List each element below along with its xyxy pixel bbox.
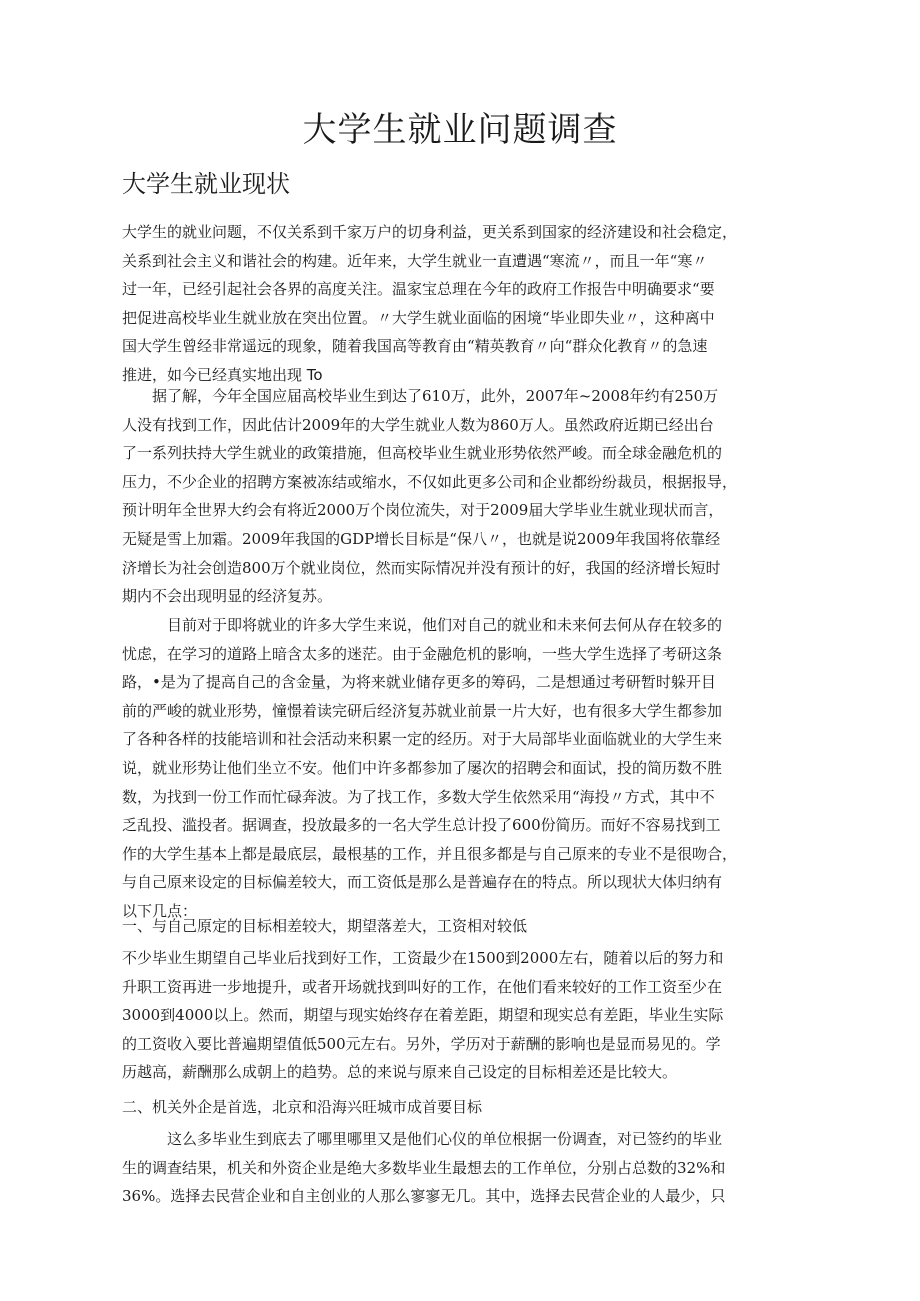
paragraph-line: 济增长为社会创造800万个就业岗位，然而实际情况并没有预计的好，我国的经济增长短时 <box>122 558 721 577</box>
paragraph-line: 期内不会出现明显的经济复苏。 <box>122 587 333 606</box>
paragraph-line: 生的调查结果，机关和外资企业是绝大多数毕业生最想去的工作单位，分别占总数的32%和 <box>122 1158 726 1177</box>
paragraph-line: 关系到社会主义和谐社会的构建。近年来，大学生就业一直遭遇“寒流〃，而且一年“寒〃 <box>122 251 708 270</box>
paragraph-1 <box>122 218 802 390</box>
paragraph-tail: To <box>306 365 323 384</box>
paragraph-line: 了各种各样的技能培训和社会活动来积累一定的经历。对于大局部毕业面临就业的大学生来 <box>122 730 723 749</box>
paragraph-line: 升职工资再进一步地提升，或者开场就找到叫好的工作，在他们看来较好的工作工资至少在 <box>122 977 723 996</box>
paragraph-line: 的工资收入要比普遍期望值低500元左右。另外，学历对于薪酬的影响也是显而易见的。学 <box>122 1034 721 1053</box>
paragraph-line: 数，为找到一份工作而忙碌奔波。为了找工作，多数大学生依然采用“海投〃方式，其中不 <box>122 787 715 806</box>
paragraph-line: 国大学生曾经非常遥远的现象，随着我国高等教育由“精英教育〃向“群众化教育〃的急速 <box>122 337 708 356</box>
paragraph-line: 36%。选择去民营企业和自主创业的人那么寥寥无几。其中，选择去民营企业的人最少，只 <box>122 1187 726 1206</box>
paragraph-line: 历越高，薪酬那么成朝上的趋势。总的来说与原来自己设定的目标相差还是比较大。 <box>122 1063 678 1082</box>
paragraph-4 <box>122 944 802 1087</box>
paragraph-2 <box>122 382 802 611</box>
paragraph-line: 目前对于即将就业的许多大学生来说，他们对自己的就业和未来何去何从存在较多的 <box>167 616 723 634</box>
subheading-2: 二、机关外企是首选，北京和沿海兴旺城市成首要目标 <box>122 1098 483 1116</box>
paragraph-line: 据了解，今年全国应届高校毕业生到达了610万，此外，2007年~2008年约有250万 <box>152 387 719 405</box>
paragraph-line: 乏乱投、滥投者。据调查，投放最多的一名大学生总计投了600份简历。而好不容易找到工 <box>122 816 721 835</box>
paragraph-line: 作的大学生基本上都是最底层，最根基的工作，并且很多都是与自己原来的专业不是很吻合， <box>122 844 738 863</box>
paragraph-line: 这么多毕业生到底去了哪里哪里又是他们心仪的单位根据一份调查，对已签约的毕业 <box>167 1130 723 1148</box>
paragraph-line: 了一系列扶持大学生就业的政策措施，但高校毕业生就业形势依然严峻。而全球金融危机的 <box>122 444 723 463</box>
paragraph-line: 路，•是为了提高自己的含金量，为将来就业储存更多的筹码，二是想通过考研暂时躲开目 <box>122 673 716 692</box>
paragraph-line: 以下几点： <box>122 901 198 920</box>
page-title: 大学生就业问题调查 <box>302 110 618 150</box>
paragraph-line: 过一年，已经引起社会各界的高度关注。温家宝总理在今年的政府工作报告中明确要求“要 <box>122 280 715 299</box>
paragraph-line: 预计明年全世界大约会有将近2000万个岗位流失，对于2009届大学毕业生就业现状而言， <box>122 501 724 520</box>
paragraph-line: 不少毕业生期望自己毕业后找到好工作，工资最少在1500到2000左右，随着以后的努力和 <box>122 949 724 967</box>
paragraph-line: 与自己原来设定的目标偏差较大，而工资低是那么是普遍存在的特点。所以现状大体归纳有 <box>122 873 723 892</box>
paragraph-line: 人没有找到工作，因此估计2009年的大学生就业人数为860万人。虽然政府近期已经出台 <box>122 415 714 434</box>
paragraph-line: 压力，不少企业的招聘方案被冻结或缩水，不仅如此更多公司和企业都纷纷裁员，根据报导， <box>122 472 738 491</box>
paragraph-3 <box>122 611 802 926</box>
paragraph-line-text: 推进，如今已经真实地出现 <box>122 365 303 384</box>
paragraph-line: 把促进高校毕业生就业放在突出位置。〃大学生就业面临的困境“毕业即失业〃，这种离中 <box>122 308 715 327</box>
paragraph-line: 忧虑，在学习的道路上暗含太多的迷茫。由于金融危机的影响，一些大学生选择了考研这条 <box>122 644 723 663</box>
paragraph-line: 前的严峻的就业形势，憧憬着读完研后经济复苏就业前景一片大好，也有很多大学生都参加 <box>122 701 723 720</box>
paragraph-line: 说，就业形势让他们坐立不安。他们中许多都参加了屡次的招聘会和面试，投的简历数不胜 <box>122 758 723 777</box>
section-heading: 大学生就业现状 <box>122 170 290 198</box>
subheading-1: 一、与自己原定的目标相差较大，期望落差大，工资相对较低 <box>122 917 528 935</box>
paragraph-line: 3000到4000以上。然而，期望与现实始终存在着差距，期望和现实总有差距，毕业生实际 <box>122 1006 724 1025</box>
paragraph-line: 大学生的就业问题，不仅关系到千家万户的切身利益，更关系到国家的经济建设和社会稳定， <box>122 223 738 241</box>
paragraph-5 <box>122 1125 802 1211</box>
paragraph-line: 无疑是雪上加霜。2009年我国的GDP增长目标是“保八〃，也就是说2009年我国将依靠经 <box>122 529 721 548</box>
